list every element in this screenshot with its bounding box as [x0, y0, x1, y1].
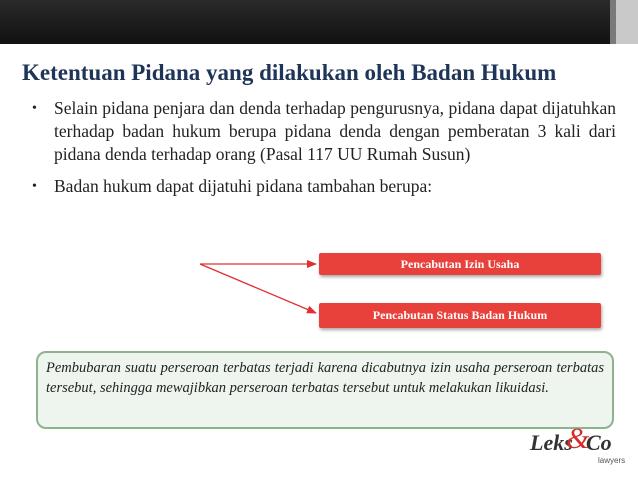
- box-pencabutan-status-badan-hukum: Pencabutan Status Badan Hukum: [319, 303, 601, 328]
- box-pencabutan-izin-usaha: Pencabutan Izin Usaha: [319, 253, 601, 275]
- header-bar: [0, 0, 638, 44]
- bullet-text: Selain pidana penjara dan denda terhadap pengurusnya, pidana dapat dijatuhkan terhadap badan hukum berupa pidana denda dengan pemberatan 3 kali dari pidana denda terhadap orang (Pasal 117 UU Rumah Susun): [54, 98, 616, 164]
- logo-text-leks: Leks: [530, 430, 573, 455]
- logo-text-co: Co: [586, 430, 612, 455]
- logo-subtext: lawyers: [598, 456, 626, 465]
- bullet-item-1: [30, 97, 616, 166]
- leks-co-logo: [530, 422, 630, 472]
- arrow-to-box-2: [200, 264, 316, 313]
- bullet-list: [30, 97, 616, 198]
- header-accent-block: [616, 0, 638, 44]
- slide-title: Ketentuan Pidana yang dilakukan oleh Badan Hukum: [22, 60, 557, 85]
- note-box: Pembubaran suatu perseroan terbatas terjadi karena dicabutnya izin usaha perseroan terbatas tersebut, sehingga mewajibkan perseroan terbatas tersebut untuk melakukan likuidasi.: [36, 351, 614, 429]
- bullet-item-2: [30, 175, 616, 198]
- bullet-text: Badan hukum dapat dijatuhi pidana tambahan berupa:: [54, 176, 433, 196]
- logo-ampersand: &: [566, 422, 590, 455]
- bullet-dot: •: [32, 179, 37, 194]
- bullet-dot: •: [32, 101, 37, 116]
